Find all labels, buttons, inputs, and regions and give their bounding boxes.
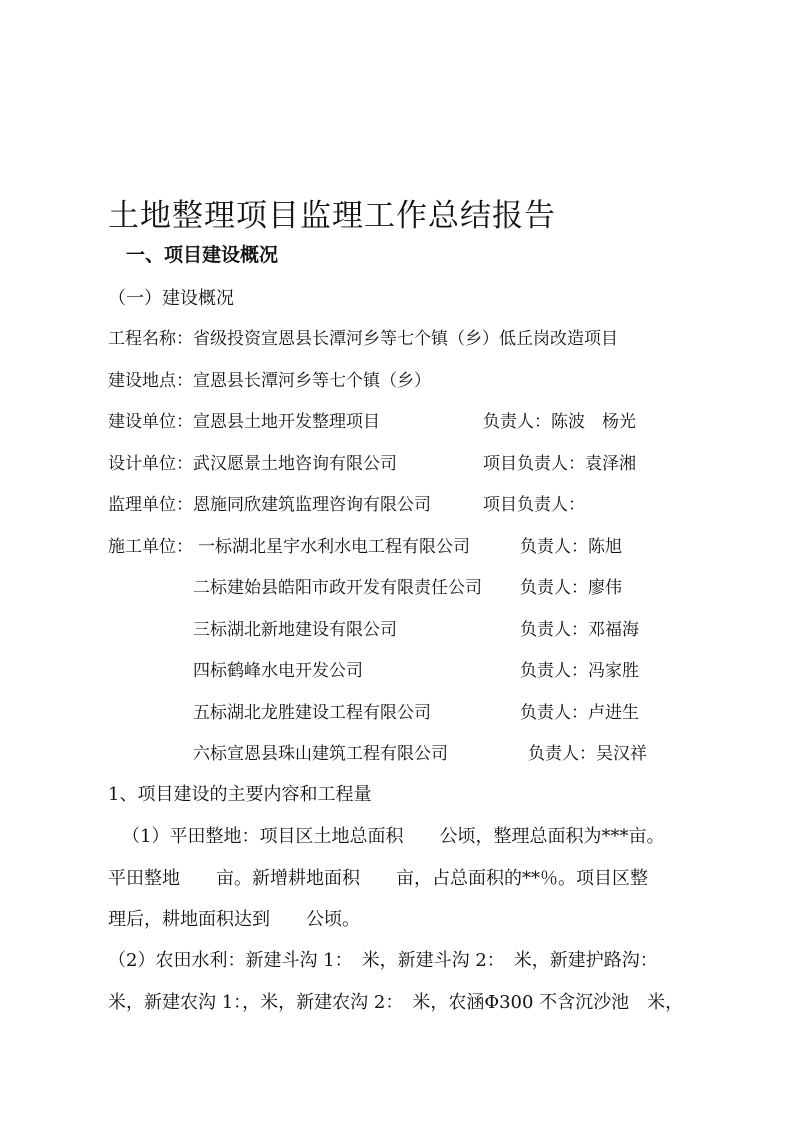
constructor-name: 一标湖北星宇水利水电工程有限公司 (198, 537, 470, 557)
paragraph-line: （2）农田水利：新建斗沟 1： 米，新建斗沟 2： 米，新建护路沟： (108, 950, 658, 971)
designer-unit: 设计单位：武汉愿景土地咨询有限公司 (108, 454, 397, 474)
constructor-responsible: 负责人：冯家胜 (520, 661, 639, 681)
project-location: 建设地点：宣恩县长潭河乡等七个镇（乡） (108, 371, 431, 391)
constructor-name: 三标湖北新地建设有限公司 (193, 620, 397, 640)
designer-responsible: 项目负责人：袁泽湘 (483, 454, 636, 474)
constructor-name: 六标宣恩县珠山建筑工程有限公司 (193, 744, 448, 764)
paragraph-line: （1）平田整地：项目区土地总面积 公顷，整理总面积为***亩。 (122, 826, 665, 847)
project-name: 工程名称：省级投资宣恩县长潭河乡等七个镇（乡）低丘岗改造项目 (108, 329, 618, 349)
section-heading: 一、项目建设概况 (126, 244, 279, 266)
constructor-name: 五标湖北龙胜建设工程有限公司 (193, 703, 431, 723)
constructor-name: 二标建始县皓阳市政开发有限责任公司 (193, 578, 482, 598)
constructor-responsible: 负责人：卢进生 (520, 703, 639, 723)
paragraph-line: 米，新建农沟 1：，米，新建农沟 2： 米，农涵Φ300 不含沉沙池 米， (108, 992, 684, 1013)
content-heading: 1、项目建设的主要内容和工程量 (108, 784, 372, 805)
builder-unit: 建设单位：宣恩县土地开发整理项目 (108, 412, 380, 432)
document-title: 土地整理项目监理工作总结报告 (108, 198, 556, 234)
constructor-responsible: 负责人：邓福海 (520, 620, 639, 640)
subsection-heading: （一）建设概况 (108, 288, 234, 309)
supervisor-unit: 监理单位：恩施同欣建筑监理咨询有限公司 (108, 495, 431, 515)
paragraph-line: 平田整地 亩。新增耕地面积 亩，占总面积的**％。项目区整 (108, 868, 648, 889)
constructor-responsible: 负责人：廖伟 (520, 578, 622, 598)
constructor-responsible: 负责人：吴汉祥 (528, 744, 647, 764)
paragraph-line: 理后，耕地面积达到 公顷。 (108, 909, 360, 930)
constructor-name: 四标鹤峰水电开发公司 (193, 661, 363, 681)
supervisor-responsible: 项目负责人： (483, 495, 585, 515)
constructor-responsible: 负责人：陈旭 (520, 537, 622, 557)
builder-responsible: 负责人：陈波 杨光 (483, 412, 636, 432)
constructors-label: 施工单位： (108, 537, 193, 557)
